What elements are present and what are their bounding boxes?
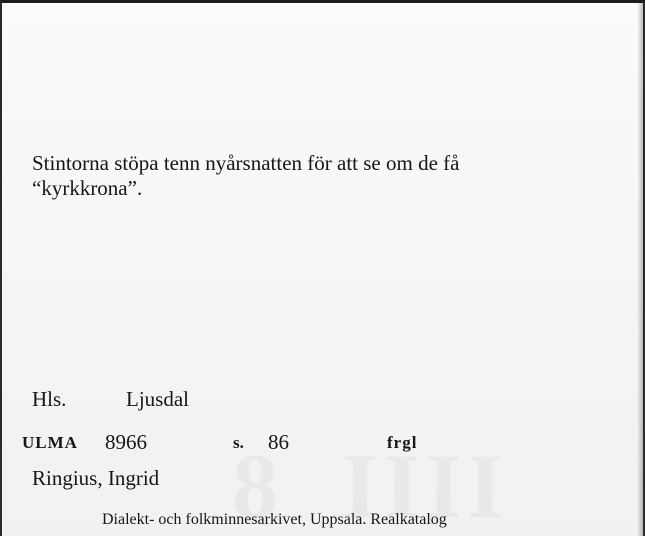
record-text — [32, 151, 592, 201]
record-text-line-2: “kyrkkrona”. — [32, 176, 143, 200]
record-text-line-1: Stintorna stöpa tenn nyårsnatten för att se om de få — [32, 151, 460, 175]
archive-code: ULMA — [22, 433, 78, 452]
province: Hls. — [32, 387, 67, 411]
accession-number: 8966 — [105, 430, 147, 454]
category-code: frgl — [387, 433, 418, 452]
parish: Ljusdal — [126, 387, 189, 411]
recorder-name: Ringius, Ingrid — [32, 466, 160, 490]
card-edge-shadow — [637, 3, 643, 536]
page-number: 86 — [268, 430, 289, 454]
page-label: s. — [233, 433, 244, 452]
archive-footer: Dialekt- och folkminnesarkivet, Uppsala. Realkatalog — [102, 511, 447, 528]
